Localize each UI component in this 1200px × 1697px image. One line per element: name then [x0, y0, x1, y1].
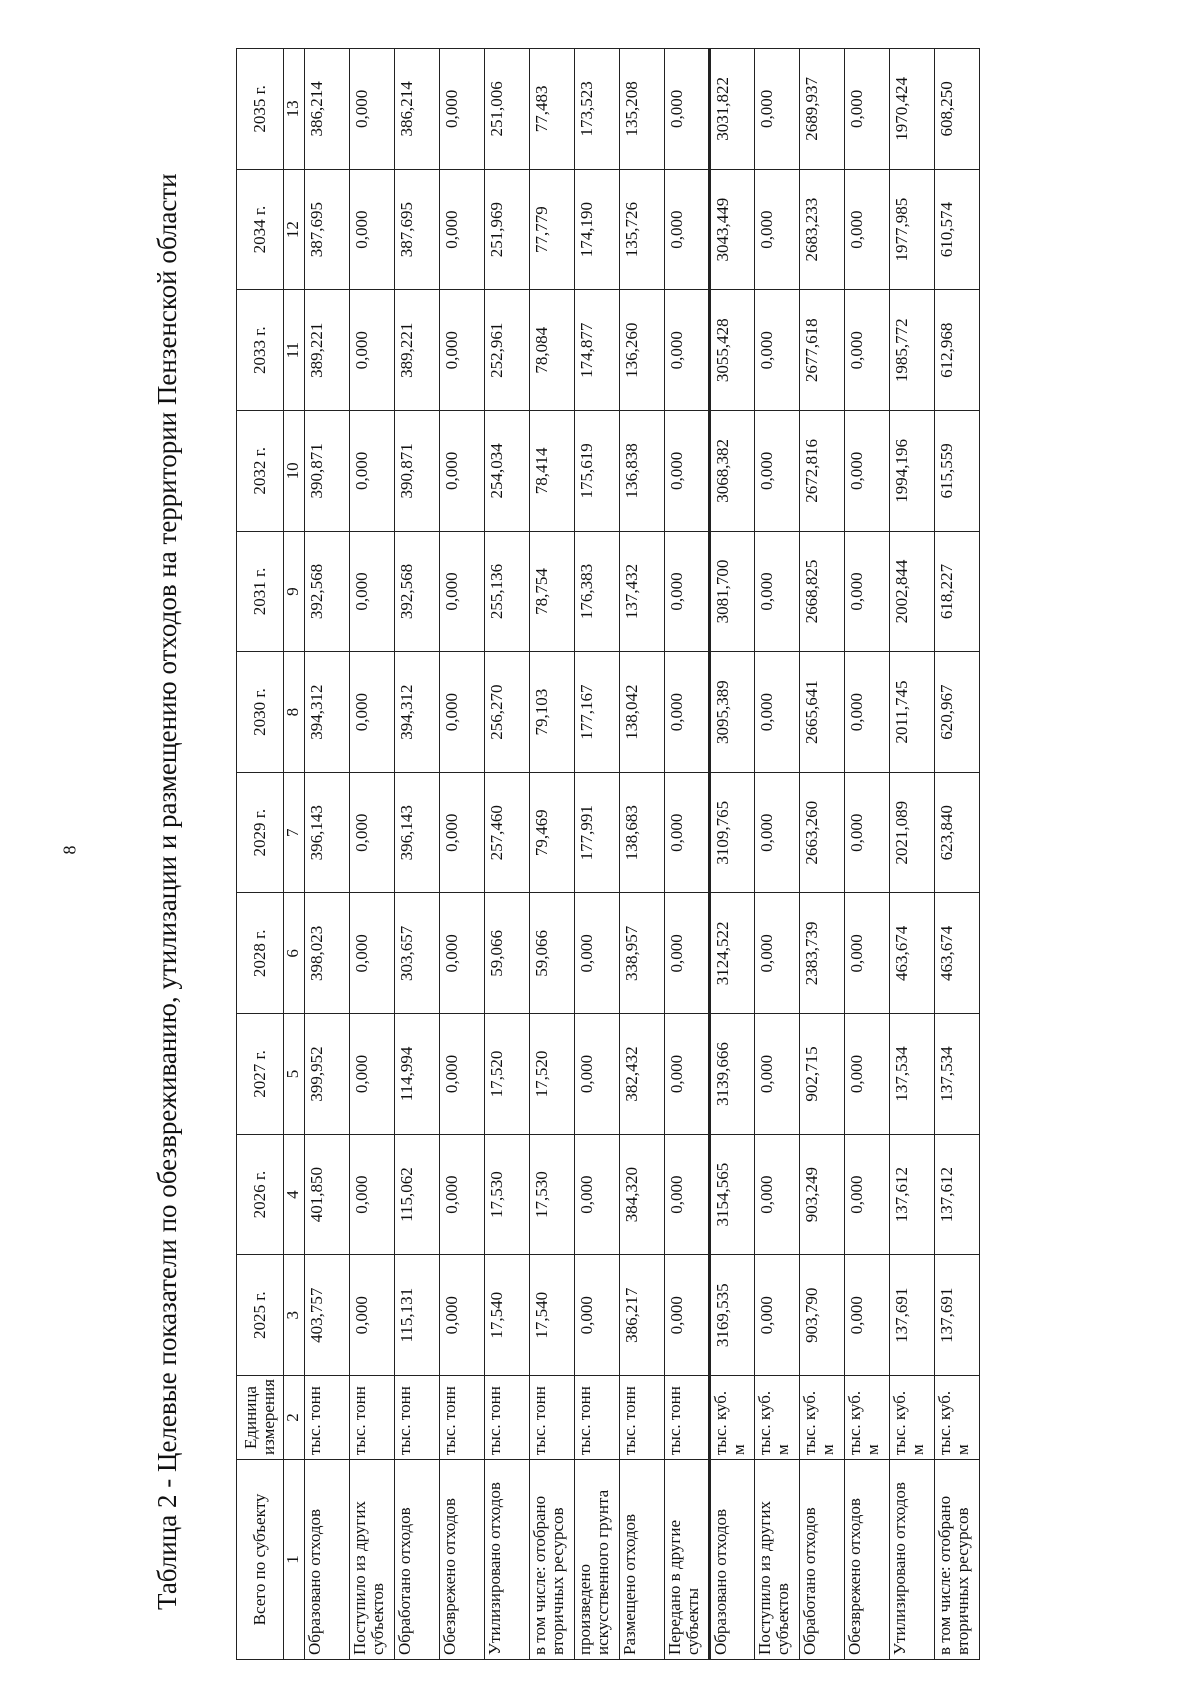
cell-value: 78,084	[530, 290, 575, 411]
cell-value: 0,000	[845, 1014, 890, 1135]
cell-value: 1994,196	[890, 411, 935, 532]
cell-value: 257,460	[485, 772, 530, 893]
cell-value: 3124,522	[710, 893, 755, 1014]
cell-value: 115,062	[395, 1134, 440, 1255]
cell-value: 2383,739	[800, 893, 845, 1014]
cell-value: 17,530	[485, 1134, 530, 1255]
table-body	[305, 49, 980, 1660]
cell-value: 138,683	[620, 772, 665, 893]
cell-value: 0,000	[350, 49, 395, 170]
cell-value: 17,530	[530, 1134, 575, 1255]
cell-value: 903,790	[800, 1255, 845, 1376]
cell-value: 392,568	[395, 531, 440, 652]
cell-value: 2668,825	[800, 531, 845, 652]
cell-value: 463,674	[890, 893, 935, 1014]
cell-value: 0,000	[755, 1014, 800, 1135]
column-number: 6	[284, 893, 305, 1014]
cell-value: 3081,700	[710, 531, 755, 652]
cell-value: 620,967	[935, 652, 980, 773]
header-year: 2027 г.	[237, 1014, 284, 1135]
column-number: 3	[284, 1255, 305, 1376]
cell-value: 0,000	[755, 411, 800, 532]
cell-value: 0,000	[440, 1134, 485, 1255]
cell-value: 0,000	[665, 49, 710, 170]
cell-value: 0,000	[440, 652, 485, 773]
cell-value: 136,260	[620, 290, 665, 411]
cell-value: 137,612	[935, 1134, 980, 1255]
cell-value: 3109,765	[710, 772, 755, 893]
cell-value: 386,217	[620, 1255, 665, 1376]
cell-value: 254,034	[485, 411, 530, 532]
cell-value: 0,000	[350, 531, 395, 652]
cell-value: 3139,666	[710, 1014, 755, 1135]
cell-value: 0,000	[845, 1134, 890, 1255]
table-row	[575, 49, 620, 1660]
cell-value: 902,715	[800, 1014, 845, 1135]
column-number-row	[284, 49, 305, 1660]
row-label: Утилизировано отходов	[485, 1460, 530, 1660]
row-unit: тыс. куб. м	[935, 1376, 980, 1460]
row-unit: тыс. куб. м	[800, 1376, 845, 1460]
cell-value: 252,961	[485, 290, 530, 411]
cell-value: 3031,822	[710, 49, 755, 170]
table-row	[800, 49, 845, 1660]
table-row	[395, 49, 440, 1660]
cell-value: 2021,089	[890, 772, 935, 893]
cell-value: 114,994	[395, 1014, 440, 1135]
column-number: 12	[284, 169, 305, 290]
cell-value: 3169,535	[710, 1255, 755, 1376]
row-label: в том числе: отобрано вторичных ресурсов	[935, 1460, 980, 1660]
row-unit: тыс. куб. м	[755, 1376, 800, 1460]
cell-value: 0,000	[845, 893, 890, 1014]
cell-value: 396,143	[305, 772, 350, 893]
column-number: 10	[284, 411, 305, 532]
cell-value: 174,190	[575, 169, 620, 290]
cell-value: 0,000	[350, 290, 395, 411]
cell-value: 2672,816	[800, 411, 845, 532]
cell-value: 615,559	[935, 411, 980, 532]
cell-value: 394,312	[395, 652, 440, 773]
cell-value: 401,850	[305, 1134, 350, 1255]
cell-value: 623,840	[935, 772, 980, 893]
cell-value: 0,000	[665, 893, 710, 1014]
column-number: 9	[284, 531, 305, 652]
cell-value: 0,000	[665, 290, 710, 411]
cell-value: 137,534	[890, 1014, 935, 1135]
table-row	[530, 49, 575, 1660]
cell-value: 0,000	[755, 772, 800, 893]
cell-value: 0,000	[350, 1134, 395, 1255]
column-number: 13	[284, 49, 305, 170]
row-unit: тыс. тонн	[485, 1376, 530, 1460]
cell-value: 2002,844	[890, 531, 935, 652]
table-row	[485, 49, 530, 1660]
header-row	[237, 49, 284, 1660]
cell-value: 0,000	[665, 1014, 710, 1135]
header-year: 2025 г.	[237, 1255, 284, 1376]
table-caption	[150, 48, 236, 1660]
cell-value: 0,000	[440, 531, 485, 652]
cell-value: 387,695	[305, 169, 350, 290]
cell-value: 0,000	[845, 411, 890, 532]
row-unit: тыс. тонн	[575, 1376, 620, 1460]
cell-value: 137,691	[890, 1255, 935, 1376]
column-number: 5	[284, 1014, 305, 1135]
row-label: Обработано отходов	[800, 1460, 845, 1660]
cell-value: 0,000	[845, 290, 890, 411]
cell-value: 177,167	[575, 652, 620, 773]
row-unit: тыс. тонн	[440, 1376, 485, 1460]
cell-value: 386,214	[395, 49, 440, 170]
cell-value: 79,469	[530, 772, 575, 893]
row-unit: тыс. куб. м	[845, 1376, 890, 1460]
cell-value: 0,000	[755, 893, 800, 1014]
cell-value: 136,838	[620, 411, 665, 532]
table-caption-line-2: Пензенской области	[152, 173, 182, 406]
cell-value: 177,991	[575, 772, 620, 893]
cell-value: 0,000	[350, 169, 395, 290]
table-row	[755, 49, 800, 1660]
cell-value: 618,227	[935, 531, 980, 652]
cell-value: 0,000	[350, 1255, 395, 1376]
cell-value: 390,871	[395, 411, 440, 532]
cell-value: 0,000	[755, 1134, 800, 1255]
cell-value: 399,952	[305, 1014, 350, 1135]
table-row	[350, 49, 395, 1660]
cell-value: 3043,449	[710, 169, 755, 290]
cell-value: 0,000	[575, 1134, 620, 1255]
row-label: Образовано отходов	[710, 1460, 755, 1660]
cell-value: 0,000	[845, 1255, 890, 1376]
column-number: 2	[284, 1376, 305, 1460]
cell-value: 403,757	[305, 1255, 350, 1376]
cell-value: 251,969	[485, 169, 530, 290]
cell-value: 394,312	[305, 652, 350, 773]
cell-value: 398,023	[305, 893, 350, 1014]
header-year: 2034 г.	[237, 169, 284, 290]
row-unit: тыс. куб. м	[890, 1376, 935, 1460]
cell-value: 0,000	[755, 1255, 800, 1376]
header-year: 2028 г.	[237, 893, 284, 1014]
cell-value: 3068,382	[710, 411, 755, 532]
row-unit: тыс. тонн	[665, 1376, 710, 1460]
cell-value: 137,612	[890, 1134, 935, 1255]
table-row	[440, 49, 485, 1660]
cell-value: 17,540	[530, 1255, 575, 1376]
cell-value: 17,540	[485, 1255, 530, 1376]
cell-value: 0,000	[665, 652, 710, 773]
cell-value: 2665,641	[800, 652, 845, 773]
cell-value: 0,000	[350, 772, 395, 893]
row-unit: тыс. тонн	[305, 1376, 350, 1460]
cell-value: 0,000	[755, 169, 800, 290]
cell-value: 3154,565	[710, 1134, 755, 1255]
cell-value: 3095,389	[710, 652, 755, 773]
cell-value: 2689,937	[800, 49, 845, 170]
table-caption-line-1: Таблица 2 - Целевые показатели по обезвреживанию, утилизации и размещению отходов на территории	[152, 411, 182, 1610]
row-label: Обработано отходов	[395, 1460, 440, 1660]
cell-value: 0,000	[350, 1014, 395, 1135]
cell-value: 392,568	[305, 531, 350, 652]
cell-value: 138,042	[620, 652, 665, 773]
header-year: 2033 г.	[237, 290, 284, 411]
header-year: 2030 г.	[237, 652, 284, 773]
waste-targets-table	[236, 48, 980, 1660]
cell-value: 303,657	[395, 893, 440, 1014]
cell-value: 59,066	[530, 893, 575, 1014]
header-unit: Единица измерения	[237, 1376, 284, 1460]
cell-value: 0,000	[440, 411, 485, 532]
cell-value: 396,143	[395, 772, 440, 893]
column-number: 8	[284, 652, 305, 773]
cell-value: 79,103	[530, 652, 575, 773]
cell-value: 0,000	[845, 772, 890, 893]
column-number: 1	[284, 1460, 305, 1660]
table-row	[890, 49, 935, 1660]
cell-value: 137,534	[935, 1014, 980, 1135]
cell-value: 0,000	[755, 652, 800, 773]
header-year: 2031 г.	[237, 531, 284, 652]
cell-value: 2011,745	[890, 652, 935, 773]
table-row	[935, 49, 980, 1660]
cell-value: 0,000	[575, 1014, 620, 1135]
row-unit: тыс. тонн	[530, 1376, 575, 1460]
cell-value: 77,483	[530, 49, 575, 170]
row-label: Поступило из других субъектов	[755, 1460, 800, 1660]
cell-value: 0,000	[350, 411, 395, 532]
cell-value: 0,000	[440, 169, 485, 290]
row-unit: тыс. тонн	[620, 1376, 665, 1460]
cell-value: 0,000	[440, 49, 485, 170]
row-unit: тыс. тонн	[350, 1376, 395, 1460]
cell-value: 115,131	[395, 1255, 440, 1376]
table-row	[305, 49, 350, 1660]
cell-value: 1985,772	[890, 290, 935, 411]
cell-value: 389,221	[305, 290, 350, 411]
cell-value: 610,574	[935, 169, 980, 290]
cell-value: 3055,428	[710, 290, 755, 411]
cell-value: 0,000	[575, 1255, 620, 1376]
cell-value: 0,000	[665, 411, 710, 532]
row-label: Обезврежено отходов	[845, 1460, 890, 1660]
cell-value: 0,000	[845, 169, 890, 290]
table-row	[845, 49, 890, 1660]
cell-value: 137,432	[620, 531, 665, 652]
rotated-page-content	[150, 48, 980, 1660]
cell-value: 175,619	[575, 411, 620, 532]
cell-value: 0,000	[350, 652, 395, 773]
cell-value: 387,695	[395, 169, 440, 290]
column-number: 7	[284, 772, 305, 893]
cell-value: 0,000	[440, 290, 485, 411]
row-label: произведено искусственного грунта	[575, 1460, 620, 1660]
cell-value: 1970,424	[890, 49, 935, 170]
cell-value: 17,520	[485, 1014, 530, 1135]
cell-value: 0,000	[665, 531, 710, 652]
cell-value: 0,000	[440, 1255, 485, 1376]
cell-value: 135,726	[620, 169, 665, 290]
cell-value: 77,779	[530, 169, 575, 290]
row-label: Образовано отходов	[305, 1460, 350, 1660]
cell-value: 78,754	[530, 531, 575, 652]
cell-value: 59,066	[485, 893, 530, 1014]
cell-value: 903,249	[800, 1134, 845, 1255]
cell-value: 1977,985	[890, 169, 935, 290]
page-number-text: 8	[59, 845, 80, 855]
cell-value: 0,000	[350, 893, 395, 1014]
cell-value: 0,000	[665, 772, 710, 893]
cell-value: 0,000	[845, 49, 890, 170]
row-label: Поступило из других субъектов	[350, 1460, 395, 1660]
cell-value: 338,957	[620, 893, 665, 1014]
header-year: 2035 г.	[237, 49, 284, 170]
cell-value: 0,000	[665, 1255, 710, 1376]
cell-value: 0,000	[845, 652, 890, 773]
row-label: Утилизировано отходов	[890, 1460, 935, 1660]
cell-value: 256,270	[485, 652, 530, 773]
header-year: 2029 г.	[237, 772, 284, 893]
column-number: 11	[284, 290, 305, 411]
cell-value: 173,523	[575, 49, 620, 170]
cell-value: 0,000	[665, 169, 710, 290]
header-year: 2032 г.	[237, 411, 284, 532]
cell-value: 0,000	[755, 531, 800, 652]
row-label: Размещено отходов	[620, 1460, 665, 1660]
table-row	[620, 49, 665, 1660]
header-year: 2026 г.	[237, 1134, 284, 1255]
row-unit: тыс. куб. м	[710, 1376, 755, 1460]
cell-value: 0,000	[665, 1134, 710, 1255]
cell-value: 0,000	[440, 772, 485, 893]
cell-value: 384,320	[620, 1134, 665, 1255]
cell-value: 17,520	[530, 1014, 575, 1135]
row-label: Передано в другие субъекты	[665, 1460, 710, 1660]
cell-value: 0,000	[440, 893, 485, 1014]
cell-value: 0,000	[755, 49, 800, 170]
cell-value: 2663,260	[800, 772, 845, 893]
row-unit: тыс. тонн	[395, 1376, 440, 1460]
cell-value: 2677,618	[800, 290, 845, 411]
cell-value: 255,136	[485, 531, 530, 652]
cell-value: 612,968	[935, 290, 980, 411]
cell-value: 78,414	[530, 411, 575, 532]
cell-value: 608,250	[935, 49, 980, 170]
cell-value: 389,221	[395, 290, 440, 411]
cell-value: 2683,233	[800, 169, 845, 290]
cell-value: 390,871	[305, 411, 350, 532]
row-label: Обезврежено отходов	[440, 1460, 485, 1660]
cell-value: 0,000	[755, 290, 800, 411]
table-row	[665, 49, 710, 1660]
cell-value: 137,691	[935, 1255, 980, 1376]
cell-value: 174,877	[575, 290, 620, 411]
cell-value: 0,000	[440, 1014, 485, 1135]
cell-value: 251,006	[485, 49, 530, 170]
cell-value: 176,383	[575, 531, 620, 652]
row-label: в том числе: отобрано вторичных ресурсов	[530, 1460, 575, 1660]
cell-value: 382,432	[620, 1014, 665, 1135]
cell-value: 0,000	[845, 531, 890, 652]
cell-value: 0,000	[575, 893, 620, 1014]
cell-value: 463,674	[935, 893, 980, 1014]
header-subject: Всего по субъекту	[237, 1460, 284, 1660]
table-row	[710, 49, 755, 1660]
cell-value: 386,214	[305, 49, 350, 170]
cell-value: 135,208	[620, 49, 665, 170]
column-number: 4	[284, 1134, 305, 1255]
